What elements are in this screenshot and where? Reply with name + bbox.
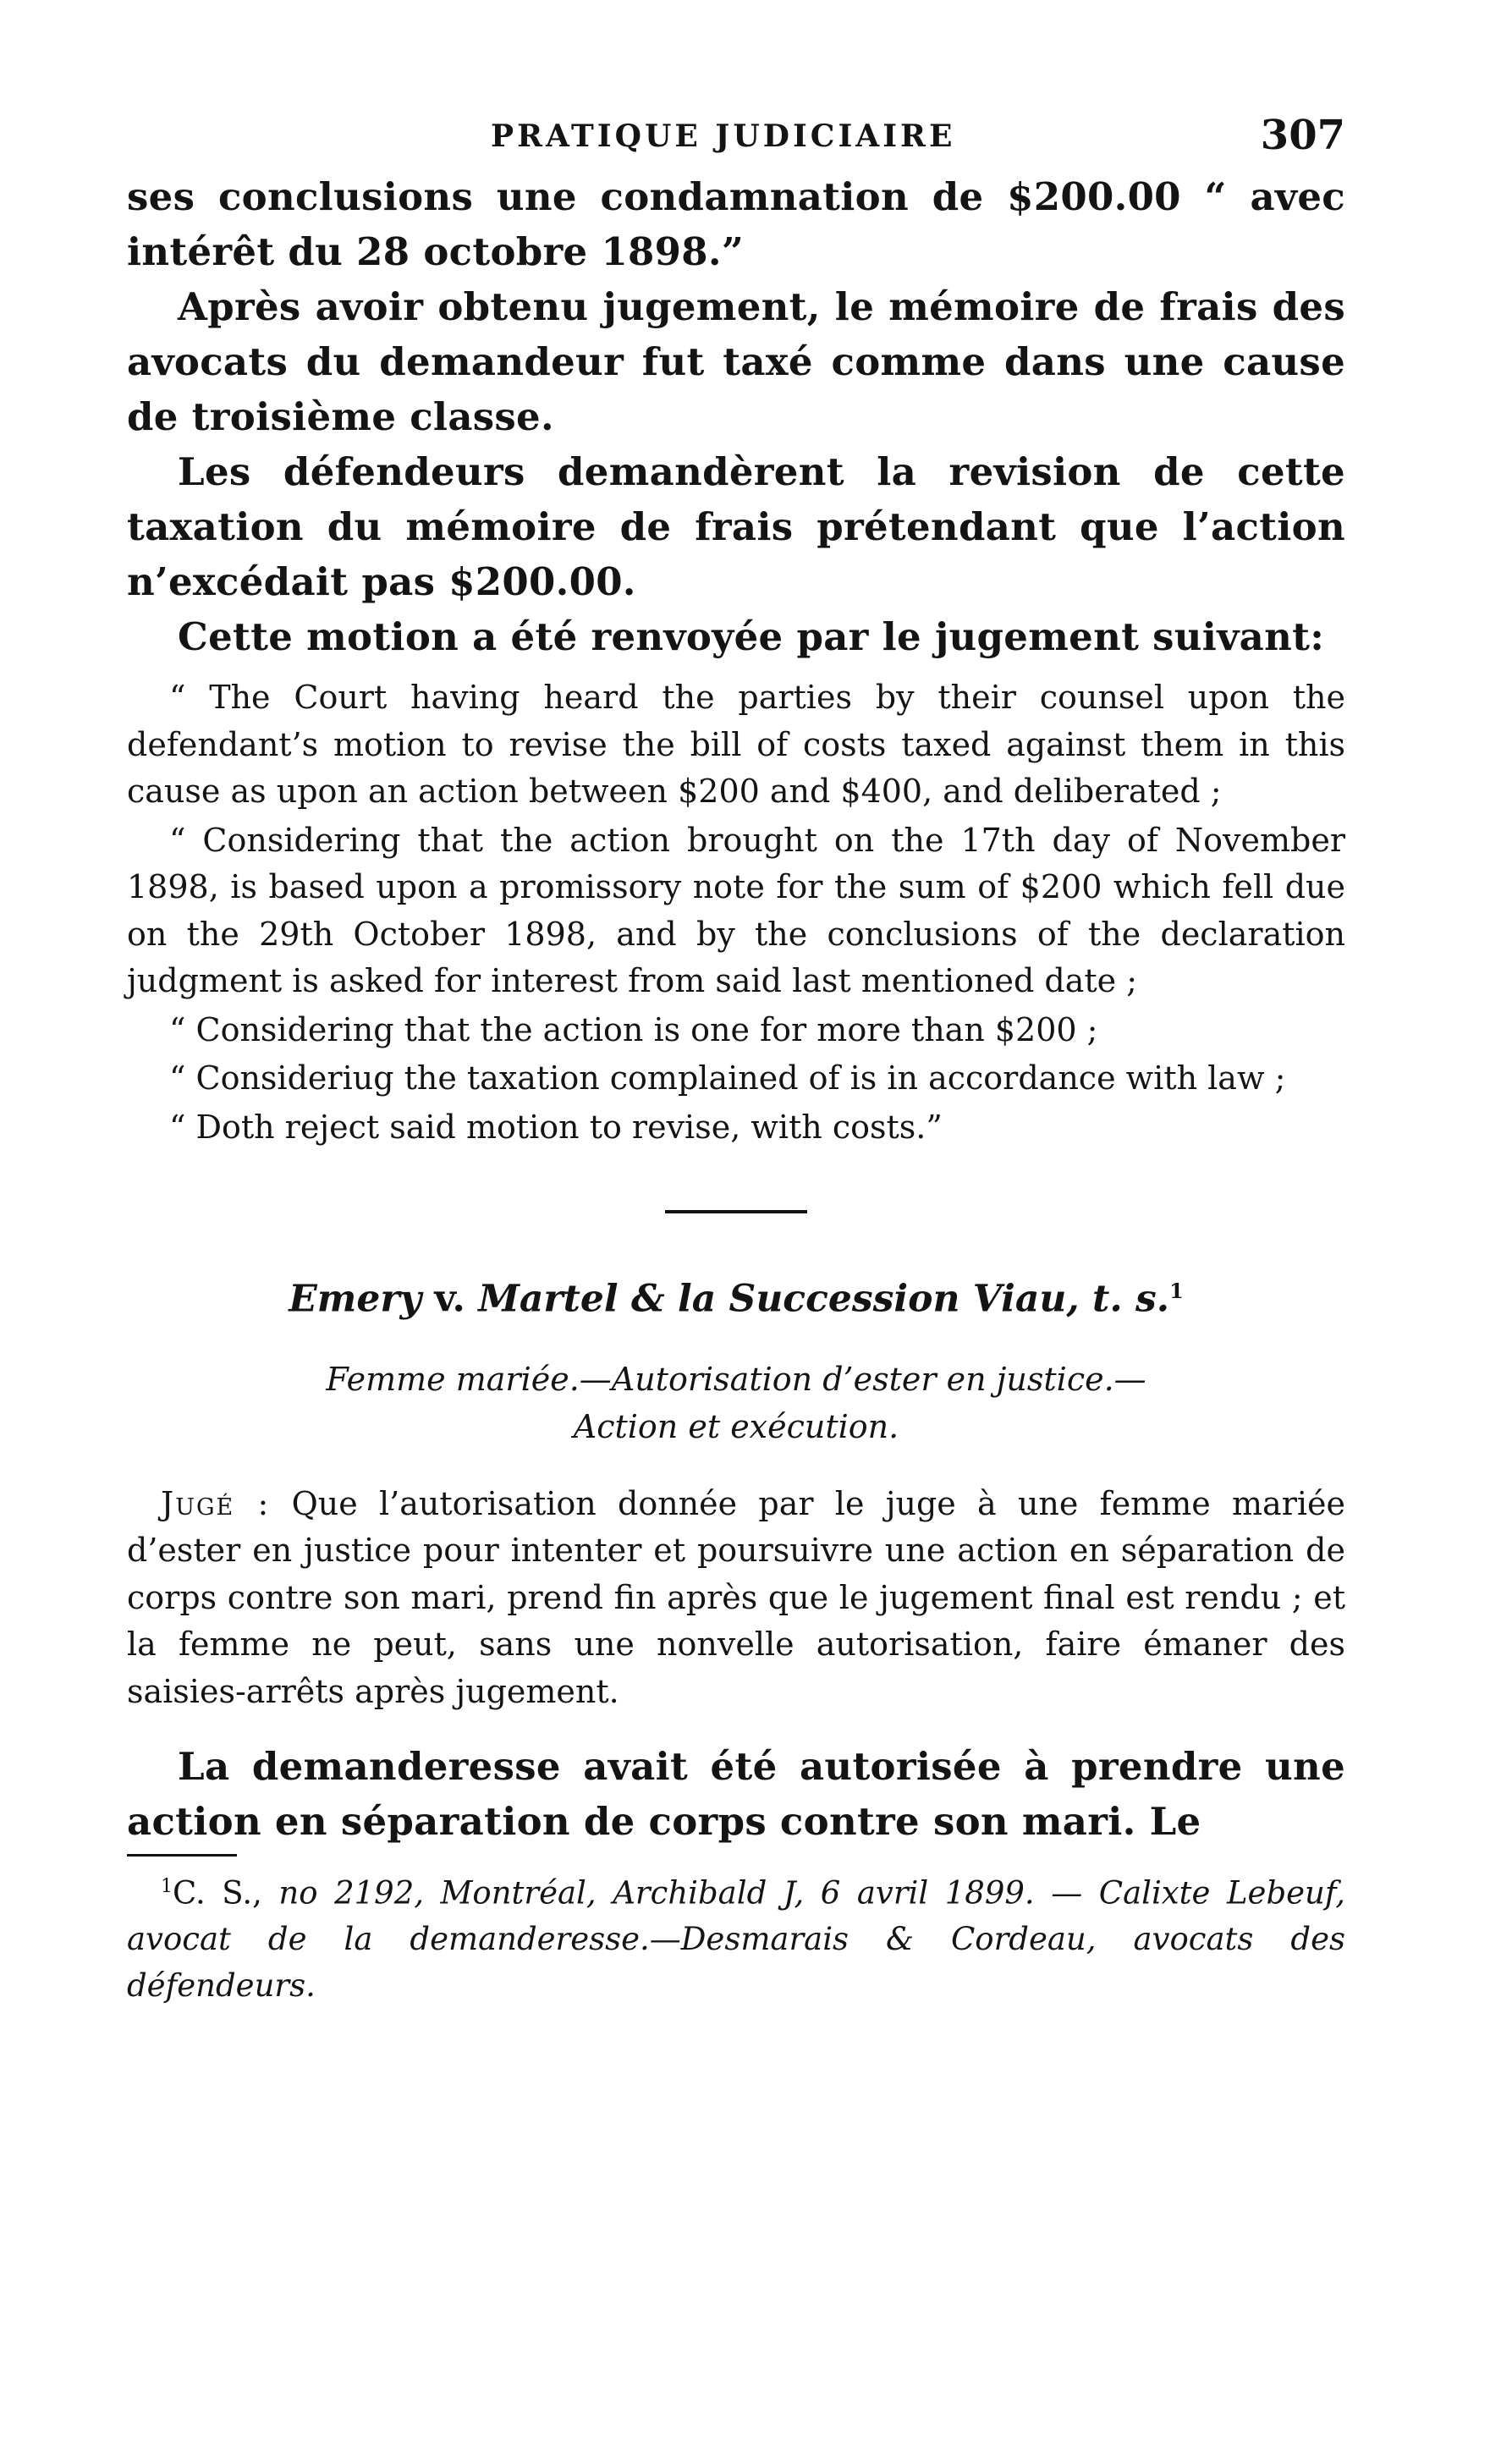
quote-paragraph: “ Consideriug the taxation complained of is in accordance with law ; [169,1059,1286,1097]
case-defendants: Martel & la Succession Viau, t. s. [478,1277,1170,1321]
quote-paragraph: “ The Court having heard the parties by their counsel upon the defendant’s motion to revise the bill of costs taxed against them in this cause as upon an action between $200 and $400, and deliberated ; [127,679,1345,810]
book-page [127,110,1345,2395]
holding-text: Que l’autorisation donnée par le juge à une femme mariée d’ester en justice pour intenter et poursuivre une action en séparation de corps contre son mari, prend fin après que le jugement final est rendu ; et la femme ne peut, sans une nonvelle autorisation, faire émaner des saisies-arrêts après jugement. [127,1484,1345,1710]
footnote-marker: 1 [161,1876,173,1898]
body-text [127,169,1345,664]
footnote-citation: no 2192, Montréal, Archibald J, 6 avril 1899. — Calixte Lebeuf, avocat de la demanderesse.—Desmarais & Cordeau, avocats des défendeurs. [127,1874,1345,2005]
body-text-continued [127,1739,1345,1849]
footnote-court: C. S., [173,1874,262,1912]
footnote [127,1863,1345,2009]
footnote-paragraph [127,1863,1345,2009]
page-number: 307 [1260,112,1345,159]
case-versus: v. [434,1277,465,1321]
subject-line: Action et exécution. [573,1407,899,1445]
paragraph-closing: La demanderesse avait été autorisée à prendre une action en séparation de corps contre son mari. Le [127,1744,1345,1845]
paragraph-motion: Cette motion a été renvoyée par le jugement suivant: [178,614,1325,659]
running-title: PRATIQUE JUDICIAIRE [491,118,956,154]
quote-paragraph: “ Doth reject said motion to revise, with costs.” [169,1108,943,1146]
judgment-quote [127,674,1345,1151]
holding-paragraph [127,1481,1345,1716]
footnote-reference: 1 [1169,1279,1184,1303]
paragraph-continued: ses conclusions une condamnation de $200.00 “ avec intérêt du 28 octobre 1898.” [127,174,1345,274]
holding [127,1481,1345,1716]
case-plaintiff: Emery [289,1277,422,1321]
paragraph-revision: Les défendeurs demandèrent la revision de cette taxation du mémoire de frais prétendant que l’action n’excédait pas $200.00. [127,449,1345,604]
quote-paragraph: “ Considering that the action brought on the 17th day of November 1898, is based upon a promissory note for the sum of $200 which fell due on the 29th October 1898, and by the conclusions of the declaration judgment is asked for interest from said last mentioned date ; [127,821,1345,999]
case-subject [127,1356,1345,1450]
quote-paragraph: “ Considering that the action is one for more than $200 ; [169,1010,1098,1048]
footnote-divider [127,1854,237,1857]
case-title [127,1266,1345,1325]
holding-label: Jugé : [161,1484,271,1522]
paragraph-taxation: Après avoir obtenu jugement, le mémoire de frais des avocats du demandeur fut taxé comme dans une cause de troisième classe. [127,284,1345,439]
subject-line: Femme mariée.—Autorisation d’ester en justice.— [326,1360,1146,1398]
running-header [127,110,1345,169]
section-divider [665,1210,807,1213]
